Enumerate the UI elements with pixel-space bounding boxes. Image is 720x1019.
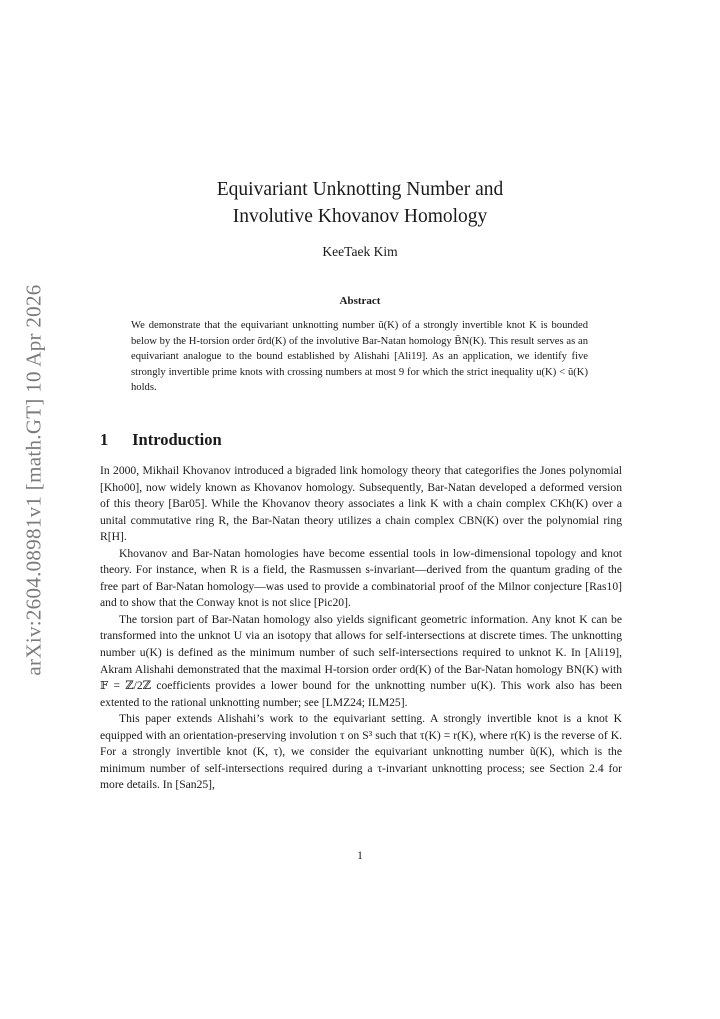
abstract-heading: Abstract <box>339 295 381 307</box>
paper-title <box>100 176 620 230</box>
paragraph-4: This paper extends Alishahi’s work to the equivariant setting. A strongly invertible knot is a knot K equipped with an orientation-preserving involution τ on S³ such that τ(K) = r(K), where r(K) is the reverse of K. For a strongly invertible knot (K, τ), we consider the equivariant unknotting number ũ(K), which is the minimum number of self-intersections required during a τ-invariant unknotting process; see Section 2.4 for more details. In [San25], <box>100 712 622 792</box>
section-number: 1 <box>100 430 109 449</box>
paragraph-3: The torsion part of Bar-Natan homology also yields significant geometric information. Any knot K can be transformed into the unknot U via an isotopy that allows for self-intersections at discrete times. The unknotting number u(K) is defined as the minimum number of such self-intersections required to unknot K. In [Ali19], Akram Alishahi demonstrated that the maximal H-torsion order ord(K) of the Bar-Natan homology BN(K) with 𝔽 = ℤ/2ℤ coefficients provides a lower bound for the unknotting number u(K). This work also has been extented to the rational unknotting number; see [LMZ24; ILM25]. <box>100 612 622 709</box>
section-title: Introduction <box>132 430 222 449</box>
arxiv-identifier-stamp[interactable]: arXiv:2604.08981v1 [math.GT] 10 Apr 2026 <box>21 284 46 676</box>
paper-title-line-1: Equivariant Unknotting Number and <box>216 179 504 200</box>
paragraph-1: In 2000, Mikhail Khovanov introduced a bigraded link homology theory that categorifies the Jones polynomial [Kho00], now widely known as Khovanov homology. Subsequently, Bar-Natan developed a deformed version of this theory [Bar05]. While the Khovanov theory associates a link K with a chain complex CKh(K) over a unital commutative ring R, the Bar-Natan theory utilizes a chain complex CBN(K) over the polynomial ring R[H]. <box>100 464 622 544</box>
paper-author: KeeTaek Kim <box>322 244 398 259</box>
paragraph-2: Khovanov and Bar-Natan homologies have become essential tools in low-dimensional topology and knot theory. For instance, when R is a field, the Rasmussen s-invariant—derived from the quantum grading of the free part of Bar-Natan homology—was used to provide a combinatorial proof of the Milnor conjecture [Ras10] and to show that the Conway knot is not slice [Pic20]. <box>100 546 622 610</box>
page-number: 1 <box>357 850 363 862</box>
abstract-body <box>131 318 588 396</box>
paper-title-line-2: Involutive Khovanov Homology <box>232 206 488 227</box>
section-heading <box>100 430 222 450</box>
abstract-text: We demonstrate that the equivariant unknotting number ũ(K) of a strongly invertible knot K is bounded below by the H-torsion order õrd(K) of the involutive Bar-Natan homology B̃N(K). This result serves as an equivariant analogue to the bound established by Alishahi [Ali19]. As an application, we identify five strongly invertible prime knots with crossing numbers at most 9 for which the strict inequality u(K) < ũ(K) holds. <box>131 320 588 394</box>
introduction-body <box>100 463 622 794</box>
